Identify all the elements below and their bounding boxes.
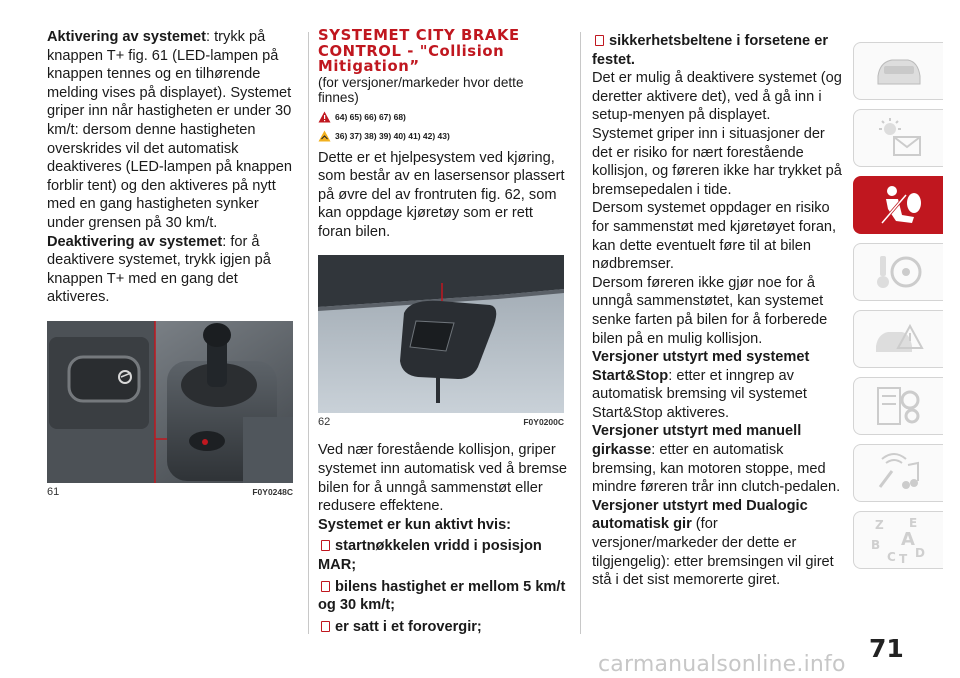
paragraph-dualogic: Versjoner utstyrt med Dualogic automatisk gir (for versjoner/markeder der dette er tilgjengelig): etter bremsingen vil giret stå i det sist memorerte giret. [592,497,834,589]
paragraph-deactivation: Deaktivering av systemet: for å deaktivere systemet, trykk igjen på knappen T+ med en gang det aktiveres. [47,233,271,306]
section-title: SYSTEMET CITY BRAKE CONTROL - "Collision Mitigation” [318,27,520,75]
index-letter: B [870,538,880,552]
tab-starting-driving[interactable] [853,243,943,301]
reference-warnings-yellow: 36) 37) 38) 39) 40) 41) 42) 43) [318,127,568,146]
page-number: 71 [869,634,904,663]
heading-activation: Aktivering av systemet [47,29,206,45]
emergency-icon [872,318,926,360]
figure-62-code: F0Y0200C [523,417,564,428]
index-letter: T [898,552,907,565]
condition-item: sikkerhetsbeltene i forsetene er festet. [592,33,829,68]
paragraph-start-stop: Versjoner utstyrt med systemet Start&Stop: etter et inngrep av automatisk bremsing vil systemet Start&Stop aktiveres. [592,349,810,421]
index-letter: E [908,516,917,530]
condition-item: er satt i et forovergir; [318,618,568,637]
tab-index[interactable] [853,511,943,569]
figure-62-number: 62 [318,416,331,429]
paragraph-emergency-brake: Dersom systemet oppdager en risiko for sammenstøt med kjøretøyet foran, kan dette eventuelt føre til at bilen nødbremser. [592,200,837,273]
figure-61-number: 61 [47,485,60,498]
checkbox-bullet-icon [595,35,604,46]
index-icon [869,515,929,565]
caution-triangle-icon [318,130,331,142]
figure-62-caption [318,415,564,429]
figure-61-code: F0Y0248C [252,486,293,497]
checkbox-bullet-icon [321,581,330,592]
figure-62 [318,255,564,413]
paragraph-activation: Aktivering av systemet: trykk på knappen T+ fig. 61 (LED-lampen på knappen tennes og en tilhørende melding vises på displayet). Systemet griper inn når hastigheten er under 30 km/t: dersom denne hastigheten overskrides vil det automatisk deaktiveres (LED-lampen på knappen forblir tent) og den aktiveres på nytt med en gang hastigheten synker under grensen på 30 km/t. [47,29,292,231]
chapter-sidebar [853,42,943,578]
column-divider-2 [580,32,581,634]
paragraph-deactivate-setup: Det er mulig å deaktivere systemet (og deretter aktivere det), ved å gå inn i setup-menyen på displayet. [592,70,842,124]
danger-triangle-icon [318,111,331,123]
tab-emergency[interactable] [853,310,943,368]
index-letter: C [886,550,896,564]
heading-active-conditions: Systemet er kun aktivt hvis: [318,516,512,533]
condition-item: startnøkkelen vridd i posisjon MAR; [318,538,542,574]
checkbox-bullet-icon [321,540,330,551]
car-dashboard-icon [872,52,926,90]
column-divider-1 [308,32,309,634]
watermark: carmanualsonline.info [598,652,846,677]
tab-multimedia[interactable] [853,444,943,502]
column-2 [318,28,568,636]
figure-61-caption [47,485,293,499]
paragraph-manual-gearbox: Versjoner utstyrt med manuell girkasse: etter en automatisk bremsing, kan motoren stoppe, med mindre føreren trår inn clutch-pedalen. [592,423,841,496]
index-letter: Z [874,518,884,532]
safety-airbag-icon [872,183,926,227]
multimedia-icon [872,451,926,495]
tab-warning-lights[interactable] [853,109,943,167]
figure-62-image [318,255,564,413]
reference-warnings-red: 64) 65) 66) 67) 68) [318,108,568,127]
maintenance-icon [872,384,926,428]
warning-lights-icon [872,117,926,159]
paragraph-risk: Systemet griper inn i situasjoner der det er risiko for nært forestående kollisjon, og føreren ikke har trykket på bremsepedalen i tide. [592,125,842,198]
index-letter: A [900,529,915,550]
paragraph-system-description: Dette er et hjelpesystem ved kjøring, som består av en lasersensor plassert på øvre del av frontruten fig. 62, som kan oppdage kjøretøy som er rett foran bilen. [318,149,565,240]
column-1 [47,28,297,499]
tab-maintenance[interactable] [853,377,943,435]
tab-safety[interactable] [853,176,943,234]
tab-dashboard[interactable] [853,42,943,100]
checkbox-bullet-icon [321,621,330,632]
starting-driving-icon [872,250,926,294]
paragraph-slowdown: Dersom føreren ikke gjør noe for å unngå sammenstøtet, kan systemet senke farten på bilen for å forberede bilen på en mulig kollisjon. [592,274,828,347]
index-letter: D [914,546,925,560]
paragraph-intervention: Ved nær forestående kollisjon, griper systemet inn automatisk ved å bremse bilen for å unngå sammenstøt eller redusere effektene. [318,442,568,515]
column-3 [592,28,844,590]
figure-61 [47,321,293,483]
heading-deactivation: Deaktivering av systemet [47,233,223,250]
figure-61-image [47,321,293,483]
section-subtitle: (for versjoner/markeder hvor dette finnes) [318,74,524,105]
condition-item: bilens hastighet er mellom 5 km/t og 30 km/t; [318,578,566,614]
